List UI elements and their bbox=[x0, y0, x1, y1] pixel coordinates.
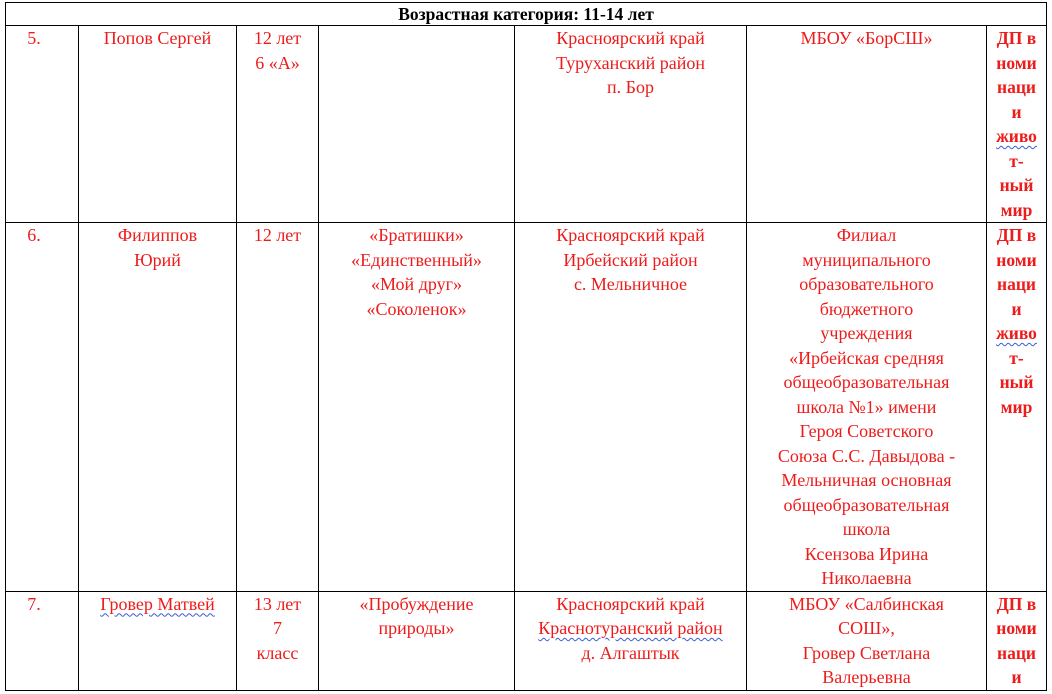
age-line: 12 лет bbox=[253, 28, 302, 48]
nomination bbox=[987, 223, 1047, 592]
participant-location bbox=[515, 26, 747, 223]
age-line: 12 лет bbox=[253, 225, 302, 245]
school-line: муниципального bbox=[802, 249, 931, 270]
work-title: «Пробуждение bbox=[359, 593, 474, 614]
nomination-line: номи bbox=[996, 618, 1037, 638]
work-title: «Соколенок» bbox=[366, 298, 467, 319]
nomination-line: и bbox=[1011, 667, 1022, 687]
nomination-line: номи bbox=[996, 249, 1037, 270]
nomination-line: наци bbox=[997, 77, 1037, 97]
location-line: д. Алгаштык bbox=[581, 642, 680, 663]
nomination-line: ный bbox=[999, 372, 1034, 392]
school-line: учреждения bbox=[820, 323, 913, 343]
work-titles bbox=[319, 223, 515, 592]
nomination-line: ный bbox=[999, 175, 1034, 195]
school-line: Филиал bbox=[836, 225, 897, 245]
school-info bbox=[747, 26, 987, 223]
nomination-line: живо bbox=[996, 126, 1037, 146]
nomination-line: т- bbox=[1009, 347, 1024, 368]
row-number: 6. bbox=[6, 223, 79, 592]
row-number: 5. bbox=[6, 26, 79, 223]
school-line: Николаевна bbox=[821, 568, 912, 588]
participant-age bbox=[237, 591, 319, 690]
school-line: Гровер Светлана bbox=[802, 642, 931, 663]
school-line: общеобразовательная bbox=[783, 372, 950, 392]
nomination-line: и bbox=[1011, 298, 1022, 319]
work-titles bbox=[319, 591, 515, 690]
school-line: школа bbox=[842, 519, 891, 539]
name-line: Гровер Матвей bbox=[100, 593, 215, 614]
table-row bbox=[6, 223, 1047, 592]
location-line: Ирбейский район bbox=[563, 249, 698, 270]
document-page bbox=[5, 2, 1049, 691]
nomination-line: номи bbox=[996, 52, 1037, 73]
location-line: Красноярский край bbox=[556, 225, 705, 245]
participant-location bbox=[515, 223, 747, 592]
nomination-line: ДП в bbox=[996, 593, 1037, 614]
age-line: 7 bbox=[273, 618, 282, 638]
age-line: 6 «А» bbox=[255, 52, 300, 73]
nomination-line: т- bbox=[1009, 150, 1024, 171]
school-line: Ксензова Ирина bbox=[804, 543, 929, 564]
name-line: Филиппов bbox=[117, 225, 198, 245]
name-line: Юрий bbox=[134, 249, 181, 270]
location-line: п. Бор bbox=[607, 77, 654, 97]
school-info bbox=[747, 591, 987, 690]
nomination-line: мир bbox=[1000, 199, 1033, 220]
nomination-line: живо bbox=[996, 323, 1037, 343]
participant-location bbox=[515, 591, 747, 690]
nomination-line: мир bbox=[1000, 396, 1033, 417]
school-line: школа №1» имени bbox=[796, 396, 937, 417]
participants-table bbox=[5, 2, 1047, 691]
school-line: образовательного bbox=[799, 274, 934, 294]
work-title: «Братишки» bbox=[369, 225, 464, 245]
location-line: Красноярский край bbox=[556, 593, 705, 614]
location-line: с. Мельничное bbox=[573, 274, 688, 294]
location-line: Туруханский район bbox=[555, 52, 705, 73]
participant-age bbox=[237, 223, 319, 592]
nomination-line: и bbox=[1011, 101, 1022, 122]
participant-name bbox=[79, 223, 237, 592]
row-number: 7. bbox=[6, 591, 79, 690]
nomination-line: ДП в bbox=[996, 225, 1037, 245]
school-line: Героя Советского bbox=[799, 421, 934, 441]
participant-name bbox=[79, 591, 237, 690]
work-title: «Мой друг» bbox=[371, 274, 462, 294]
nomination-line: ДП в bbox=[996, 28, 1037, 48]
nomination-line: наци bbox=[997, 274, 1037, 294]
work-titles bbox=[319, 26, 515, 223]
location-line: Красноярский край bbox=[556, 28, 705, 48]
work-title: «Единственный» bbox=[351, 249, 482, 270]
age-line: класс bbox=[256, 642, 299, 663]
school-line: Союза С.С. Давыдова - bbox=[777, 445, 956, 466]
participant-age bbox=[237, 26, 319, 223]
school-line: МБОУ «БорСШ» bbox=[800, 28, 933, 48]
table-row bbox=[6, 591, 1047, 690]
school-line: Валерьевна bbox=[822, 667, 911, 687]
nomination-line: наци bbox=[997, 642, 1037, 663]
location-line: Краснотуранский район bbox=[538, 618, 723, 638]
participant-name bbox=[79, 26, 237, 223]
age-line: 13 лет bbox=[253, 593, 302, 614]
name-line: Попов Сергей bbox=[103, 28, 212, 48]
school-info bbox=[747, 223, 987, 592]
school-line: общеобразовательная bbox=[783, 494, 950, 515]
school-line: Мельничная основная bbox=[781, 470, 952, 490]
nomination bbox=[987, 26, 1047, 223]
work-title: природы» bbox=[378, 618, 455, 638]
school-line: МБОУ «Салбинская bbox=[789, 593, 944, 614]
school-line: «Ирбейская средняя bbox=[789, 347, 944, 368]
school-line: СОШ», bbox=[838, 618, 895, 638]
table-row bbox=[6, 26, 1047, 223]
school-line: бюджетного bbox=[819, 298, 914, 319]
age-category-header: Возрастная категория: 11-14 лет bbox=[6, 3, 1047, 26]
nomination bbox=[987, 591, 1047, 690]
